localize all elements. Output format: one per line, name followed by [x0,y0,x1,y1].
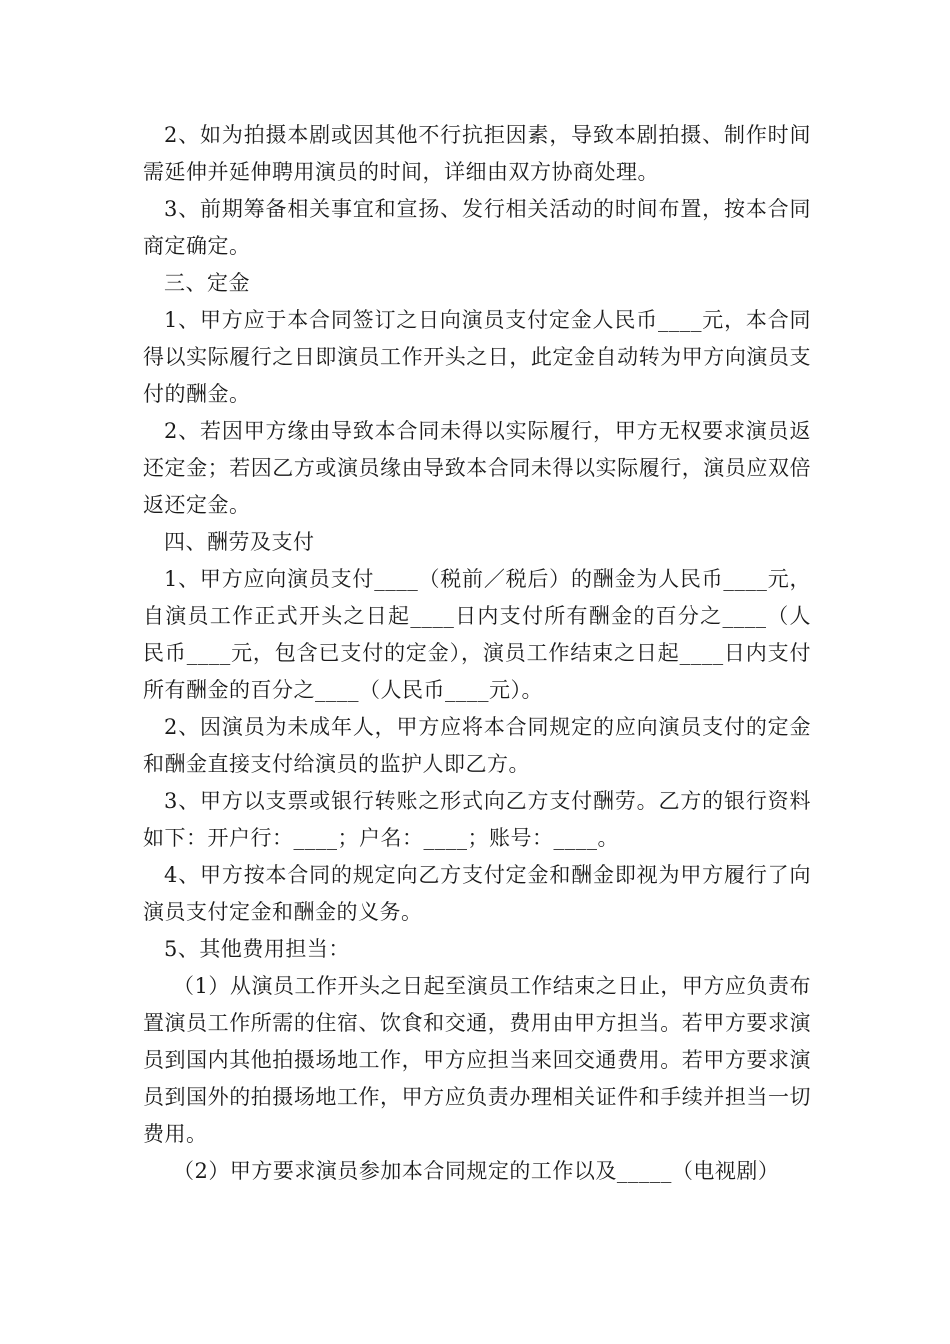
clause-4-5-2: （2）甲方要求演员参加本合同规定的工作以及_____（电视剧） [173,1159,780,1183]
clause-3-1: 1、甲方应于本合同签订之日向演员支付定金人民币____元，本合同得以实际履行之日即演员工作开头之日，此定金自动转为甲方向演员支付的酬金。 [143,308,811,406]
clause-4-4: 4、甲方按本合同的规定向乙方支付定金和酬金即视为甲方履行了向演员支付定金和酬金的义务。 [143,863,811,924]
clause-4-1: 1、甲方应向演员支付____（税前／税后）的酬金为人民币____元，自演员工作正式开头之日起____日内支付所有酬金的百分之____（人民币____元，包含已支付的定金），演员工作结束之日起____日内支付所有酬金的百分之____（人民币____元）。 [143,567,811,702]
document-body [143,117,811,1190]
clause-4-5: 5、其他费用担当： [164,937,350,961]
section-heading-deposit: 三、定金 [164,271,250,295]
clause-4-3: 3、甲方以支票或银行转账之形式向乙方支付酬劳。乙方的银行资料如下：开户行：____；户名：____；账号：____。 [143,789,811,850]
clause-3-2: 2、若因甲方缘由导致本合同未得以实际履行，甲方无权要求演员返还定金；若因乙方或演员缘由导致本合同未得以实际履行，演员应双倍返还定金。 [143,419,811,517]
clause-4-5-1: （1）从演员工作开头之日起至演员工作结束之日止，甲方应负责布置演员工作所需的住宿、饮食和交通，费用由甲方担当。若甲方要求演员到国内其他拍摄场地工作，甲方应担当来回交通费用。若甲方要求演员到国外的拍摄场地工作，甲方应负责办理相关证件和手续并担当一切费用。 [143,974,811,1146]
section-heading-payment: 四、酬劳及支付 [164,530,315,554]
clause-2-2: 2、如为拍摄本剧或因其他不行抗拒因素，导致本剧拍摄、制作时间需延伸并延伸聘用演员的时间，详细由双方协商处理。 [143,123,811,184]
clause-2-3: 3、前期筹备相关事宜和宣扬、发行相关活动的时间布置，按本合同商定确定。 [143,197,811,258]
clause-4-2: 2、因演员为未成年人，甲方应将本合同规定的应向演员支付的定金和酬金直接支付给演员的监护人即乙方。 [143,715,811,776]
